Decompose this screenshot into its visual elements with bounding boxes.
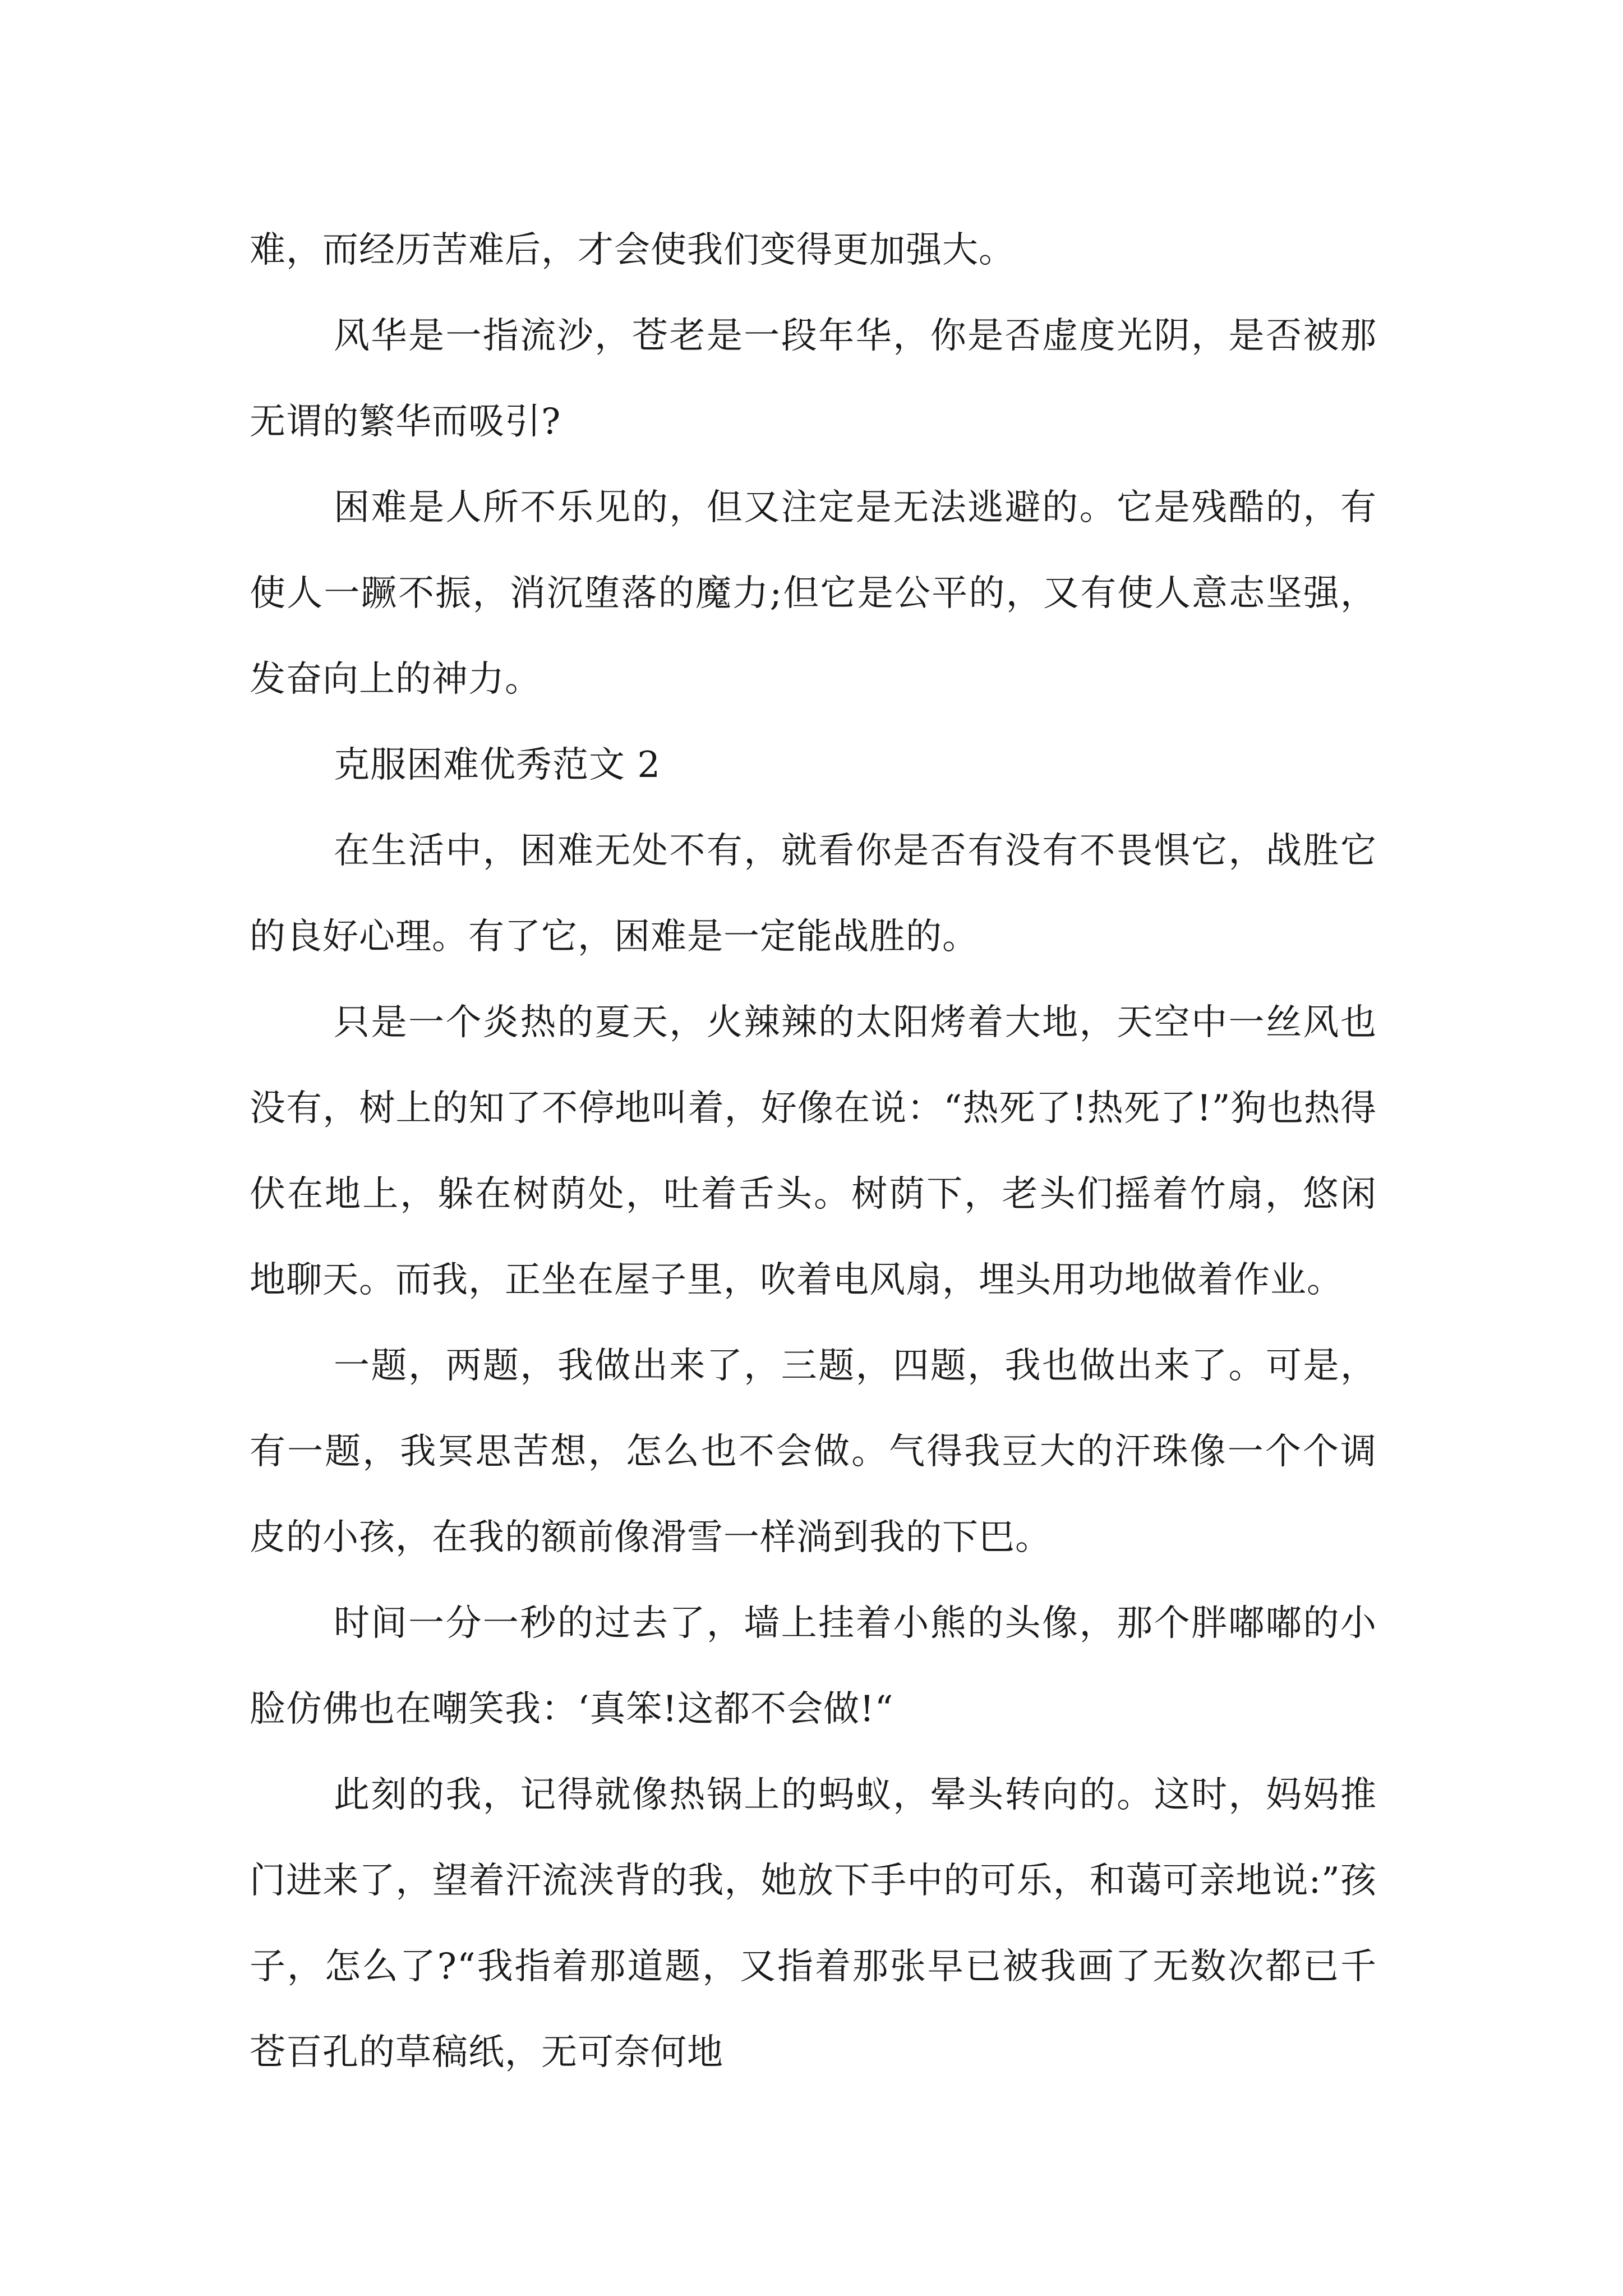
paragraph: 风华是一指流沙，苍老是一段年华，你是否虚度光阴，是否被那无谓的繁华而吸引? [250, 315, 1377, 443]
paragraph: 时间一分一秒的过去了，墙上挂着小熊的头像，那个胖嘟嘟的小脸仿佛也在嘲笑我：‘真笨!这都不会做!“ [250, 1603, 1377, 1730]
paragraph: 困难是人所不乐见的，但又注定是无法逃避的。它是残酷的，有使人一蹶不振，消沉堕落的魔力;但它是公平的，又有使人意志坚强，发奋向上的神力。 [250, 487, 1377, 700]
paragraph: 只是一个炎热的夏天，火辣辣的太阳烤着大地，天空中一丝风也没有，树上的知了不停地叫着，好像在说：“热死了!热死了!”狗也热得伏在地上，躲在树荫处，吐着舌头。树荫下，老头们摇着竹扇，悠闲地聊天。而我，正坐在屋子里，吹着电风扇，埋头用功地做着作业。 [250, 1002, 1377, 1301]
paragraph: 一题，两题，我做出来了，三题，四题，我也做出来了。可是，有一题，我冥思苦想，怎么也不会做。气得我豆大的汗珠像一个个调皮的小孩，在我的额前像滑雪一样淌到我的下巴。 [250, 1345, 1377, 1558]
paragraph: 在生活中，困难无处不有，就看你是否有没有不畏惧它，战胜它的良好心理。有了它，困难是一定能战胜的。 [250, 830, 1377, 958]
paragraph: 难，而经历苦难后，才会使我们变得更加强大。 [250, 229, 1015, 271]
document-body [250, 208, 1377, 2096]
section-heading: 克服困难优秀范文 2 [334, 744, 661, 786]
paragraph: 此刻的我，记得就像热锅上的蚂蚁，晕头转向的。这时，妈妈推门进来了，望着汗流浃背的我，她放下手中的可乐，和蔼可亲地说:”孩子，怎么了?“我指着那道题，又指着那张早已被我画了无数次都已千苍百孔的草稿纸，无可奈何地 [250, 1774, 1377, 2073]
